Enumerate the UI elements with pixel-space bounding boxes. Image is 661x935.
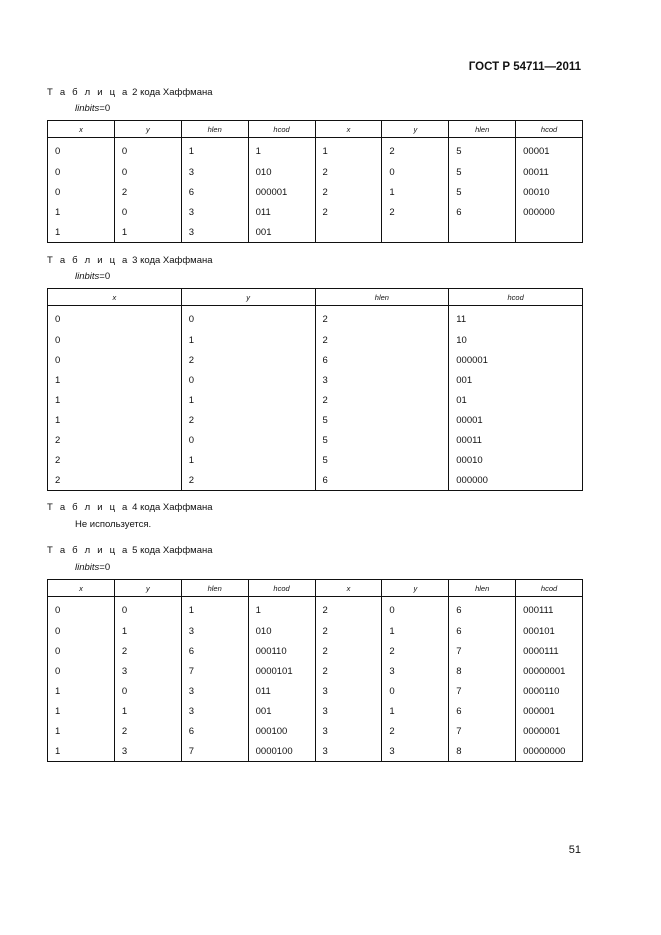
- column-header-hlen: hlen: [449, 121, 516, 138]
- table-cell-y: 0: [181, 430, 315, 450]
- table-row: [48, 701, 583, 721]
- caption-prefix: Т а б л и ц а: [47, 545, 130, 556]
- table-cell-hlen: 3: [181, 621, 248, 641]
- table-cell-y: 1: [114, 222, 181, 243]
- table-row: [48, 597, 583, 622]
- column-header-hlen: hlen: [449, 580, 516, 597]
- table-cell-hlen: 2: [315, 306, 449, 331]
- table-cell-x: 0: [48, 661, 115, 681]
- table-2-linbits: [75, 103, 110, 114]
- linbits-label: linbits: [75, 562, 100, 573]
- table-row: [48, 430, 583, 450]
- table-cell-y: [382, 222, 449, 243]
- table-row: [48, 661, 583, 681]
- table-cell-x: 0: [48, 306, 182, 331]
- table-cell-x: 1: [315, 138, 382, 163]
- table-cell-y: 0: [114, 681, 181, 701]
- table-cell-hlen: 7: [181, 661, 248, 681]
- table-row: [48, 202, 583, 222]
- table-cell-hlen: 3: [181, 162, 248, 182]
- table-cell-y: 1: [181, 330, 315, 350]
- table-row: [48, 306, 583, 331]
- table-cell-hcod: 000110: [248, 641, 315, 661]
- table-cell-x: 1: [48, 721, 115, 741]
- table-row: [48, 330, 583, 350]
- table-cell-y: 0: [382, 162, 449, 182]
- table-cell-hlen: [449, 222, 516, 243]
- table-cell-y: 0: [114, 597, 181, 622]
- table-5-linbits: [75, 562, 110, 573]
- table-cell-x: 2: [48, 450, 182, 470]
- table-cell-x: 3: [315, 741, 382, 762]
- table-cell-x: 1: [48, 410, 182, 430]
- table-cell-x: 1: [48, 741, 115, 762]
- table-row: [48, 138, 583, 163]
- table-cell-y: 2: [114, 641, 181, 661]
- table-cell-y: 0: [181, 306, 315, 331]
- table-cell-y: 1: [114, 701, 181, 721]
- table-cell-y: 1: [114, 621, 181, 641]
- table-4-caption: [47, 502, 213, 513]
- table-cell-hlen: 3: [181, 681, 248, 701]
- column-header-x: x: [48, 580, 115, 597]
- table-cell-hcod: 011: [248, 681, 315, 701]
- table-cell-x: 2: [315, 597, 382, 622]
- table-row: [48, 182, 583, 202]
- table-cell-x: 0: [48, 330, 182, 350]
- caption-prefix: Т а б л и ц а: [47, 87, 130, 98]
- table-cell-hcod: 0000101: [248, 661, 315, 681]
- huffman-table-5: [47, 579, 583, 762]
- table-cell-hlen: 3: [315, 370, 449, 390]
- table-cell-x: 1: [48, 390, 182, 410]
- table-cell-hcod: 0000100: [248, 741, 315, 762]
- table-row: [48, 621, 583, 641]
- caption-text: 5 кода Хаффмана: [129, 545, 213, 556]
- linbits-label: linbits: [75, 103, 100, 114]
- table-cell-x: 2: [315, 162, 382, 182]
- table-cell-x: 1: [48, 222, 115, 243]
- table-cell-hcod: 000001: [516, 701, 583, 721]
- caption-prefix: Т а б л и ц а: [47, 255, 130, 266]
- table-cell-y: 2: [382, 138, 449, 163]
- table-cell-hcod: 00011: [516, 162, 583, 182]
- table-cell-hlen: 6: [449, 701, 516, 721]
- table-cell-hlen: 6: [449, 621, 516, 641]
- table-cell-y: 3: [114, 741, 181, 762]
- column-header-y: y: [114, 121, 181, 138]
- table-cell-y: 2: [382, 721, 449, 741]
- table-row: [48, 470, 583, 491]
- linbits-label: linbits: [75, 271, 100, 282]
- linbits-value: =0: [99, 271, 111, 282]
- table-cell-y: 0: [181, 370, 315, 390]
- table-cell-y: 1: [382, 182, 449, 202]
- table-cell-y: 0: [382, 681, 449, 701]
- table-cell-hcod: 00010: [449, 450, 583, 470]
- column-header-y: y: [382, 580, 449, 597]
- table-cell-y: 0: [114, 202, 181, 222]
- table-cell-y: 2: [181, 410, 315, 430]
- table-cell-y: 2: [181, 350, 315, 370]
- document-id: ГОСТ Р 54711—2011: [468, 61, 581, 73]
- table-cell-hcod: 00011: [449, 430, 583, 450]
- table-cell-hcod: 00001: [516, 138, 583, 163]
- column-header-x: x: [315, 580, 382, 597]
- caption-text: 2 кода Хаффмана: [129, 87, 213, 98]
- table-cell-y: 0: [114, 138, 181, 163]
- table-cell-hcod: [516, 222, 583, 243]
- table-cell-y: 2: [114, 182, 181, 202]
- table-cell-hcod: 11: [449, 306, 583, 331]
- table-cell-hlen: 2: [315, 330, 449, 350]
- column-header-hlen: hlen: [181, 580, 248, 597]
- table-cell-hlen: 6: [181, 721, 248, 741]
- table-cell-y: 1: [181, 450, 315, 470]
- table-cell-hcod: 001: [248, 222, 315, 243]
- huffman-table-2: [47, 120, 583, 243]
- column-header-hcod: hcod: [248, 121, 315, 138]
- table-cell-x: 0: [48, 597, 115, 622]
- table-cell-hcod: 1: [248, 597, 315, 622]
- table-cell-hlen: 3: [181, 202, 248, 222]
- table-cell-x: 1: [48, 701, 115, 721]
- page-number: 51: [568, 844, 581, 856]
- table-cell-x: 2: [315, 202, 382, 222]
- table-cell-y: 1: [382, 701, 449, 721]
- table-cell-x: 0: [48, 350, 182, 370]
- table-cell-x: 0: [48, 621, 115, 641]
- caption-prefix: Т а б л и ц а: [47, 502, 130, 513]
- table-cell-hcod: 00010: [516, 182, 583, 202]
- column-header-hcod: hcod: [516, 580, 583, 597]
- table-cell-x: 2: [48, 470, 182, 491]
- column-header-x: x: [48, 289, 182, 306]
- caption-text: 4 кода Хаффмана: [129, 502, 213, 513]
- table-row: [48, 681, 583, 701]
- table-cell-hlen: 5: [315, 430, 449, 450]
- table-cell-y: 1: [181, 390, 315, 410]
- table-cell-hcod: 000000: [516, 202, 583, 222]
- table-cell-hcod: 00000000: [516, 741, 583, 762]
- table-cell-hcod: 000001: [248, 182, 315, 202]
- table-cell-hcod: 000111: [516, 597, 583, 622]
- table-cell-x: 2: [315, 621, 382, 641]
- table-cell-y: 3: [382, 661, 449, 681]
- table-cell-x: 0: [48, 162, 115, 182]
- table-cell-hcod: 0000110: [516, 681, 583, 701]
- table-cell-hlen: 5: [315, 410, 449, 430]
- table-cell-hlen: 2: [315, 390, 449, 410]
- column-header-hlen: hlen: [181, 121, 248, 138]
- table-cell-x: 3: [315, 701, 382, 721]
- table-cell-hcod: 00001: [449, 410, 583, 430]
- table-cell-y: 0: [114, 162, 181, 182]
- table-cell-x: 1: [48, 370, 182, 390]
- table-2-caption: [47, 87, 213, 98]
- table-cell-hlen: 1: [181, 138, 248, 163]
- table-row: [48, 641, 583, 661]
- table-cell-hlen: 7: [449, 721, 516, 741]
- table-cell-hlen: 5: [315, 450, 449, 470]
- table-cell-hcod: 1: [248, 138, 315, 163]
- table-cell-x: 2: [315, 182, 382, 202]
- column-header-x: x: [315, 121, 382, 138]
- table-cell-y: 2: [382, 202, 449, 222]
- table-row: [48, 741, 583, 762]
- table-cell-x: 1: [48, 202, 115, 222]
- linbits-value: =0: [99, 562, 111, 573]
- table-cell-x: 0: [48, 138, 115, 163]
- huffman-table-3: [47, 288, 583, 491]
- table-cell-hcod: 01: [449, 390, 583, 410]
- table-cell-hlen: 5: [449, 182, 516, 202]
- table-cell-x: 0: [48, 641, 115, 661]
- table-cell-hlen: 5: [449, 162, 516, 182]
- table-cell-hcod: 000000: [449, 470, 583, 491]
- table-cell-hcod: 001: [248, 701, 315, 721]
- table-cell-x: 2: [315, 641, 382, 661]
- table-cell-x: 2: [315, 661, 382, 681]
- table-cell-y: 0: [382, 597, 449, 622]
- table-cell-x: 2: [48, 430, 182, 450]
- column-header-x: x: [48, 121, 115, 138]
- table-cell-hcod: 10: [449, 330, 583, 350]
- table-row: [48, 450, 583, 470]
- table-cell-hcod: 000001: [449, 350, 583, 370]
- table-cell-hcod: 010: [248, 621, 315, 641]
- column-header-hcod: hcod: [516, 121, 583, 138]
- table-cell-hlen: 8: [449, 741, 516, 762]
- table-cell-x: [315, 222, 382, 243]
- table-cell-x: 3: [315, 681, 382, 701]
- table-cell-hcod: 000100: [248, 721, 315, 741]
- table-cell-hlen: 7: [181, 741, 248, 762]
- column-header-hcod: hcod: [449, 289, 583, 306]
- table-cell-hcod: 0000001: [516, 721, 583, 741]
- table-cell-hlen: 6: [181, 641, 248, 661]
- table-cell-hlen: 5: [449, 138, 516, 163]
- table-cell-hcod: 000101: [516, 621, 583, 641]
- table-cell-hcod: 010: [248, 162, 315, 182]
- table-cell-hlen: 6: [449, 202, 516, 222]
- table-row: [48, 390, 583, 410]
- table-cell-x: 3: [315, 721, 382, 741]
- table-cell-hcod: 0000111: [516, 641, 583, 661]
- caption-text: 3 кода Хаффмана: [129, 255, 213, 266]
- table-cell-hlen: 6: [181, 182, 248, 202]
- table-cell-y: 2: [382, 641, 449, 661]
- table-cell-y: 2: [114, 721, 181, 741]
- table-row: [48, 410, 583, 430]
- table-cell-hlen: 6: [449, 597, 516, 622]
- table-cell-y: 3: [114, 661, 181, 681]
- table-5-caption: [47, 545, 213, 556]
- column-header-y: y: [382, 121, 449, 138]
- column-header-hcod: hcod: [248, 580, 315, 597]
- table-row: [48, 162, 583, 182]
- column-header-y: y: [114, 580, 181, 597]
- table-row: [48, 222, 583, 243]
- table-row: [48, 370, 583, 390]
- table-4-note: Не используется.: [75, 519, 152, 530]
- linbits-value: =0: [99, 103, 111, 114]
- table-cell-hlen: 7: [449, 681, 516, 701]
- table-cell-hlen: 1: [181, 597, 248, 622]
- table-row: [48, 721, 583, 741]
- table-cell-hcod: 001: [449, 370, 583, 390]
- table-cell-hlen: 3: [181, 222, 248, 243]
- column-header-hlen: hlen: [315, 289, 449, 306]
- table-cell-y: 1: [382, 621, 449, 641]
- table-cell-y: 2: [181, 470, 315, 491]
- table-cell-hlen: 8: [449, 661, 516, 681]
- table-cell-x: 0: [48, 182, 115, 202]
- table-cell-hlen: 6: [315, 350, 449, 370]
- table-cell-x: 1: [48, 681, 115, 701]
- table-row: [48, 350, 583, 370]
- table-3-caption: [47, 255, 213, 266]
- table-cell-hlen: 7: [449, 641, 516, 661]
- table-cell-y: 3: [382, 741, 449, 762]
- column-header-y: y: [181, 289, 315, 306]
- table-cell-hlen: 6: [315, 470, 449, 491]
- table-cell-hcod: 011: [248, 202, 315, 222]
- table-cell-hlen: 3: [181, 701, 248, 721]
- table-cell-hcod: 00000001: [516, 661, 583, 681]
- table-3-linbits: [75, 271, 110, 282]
